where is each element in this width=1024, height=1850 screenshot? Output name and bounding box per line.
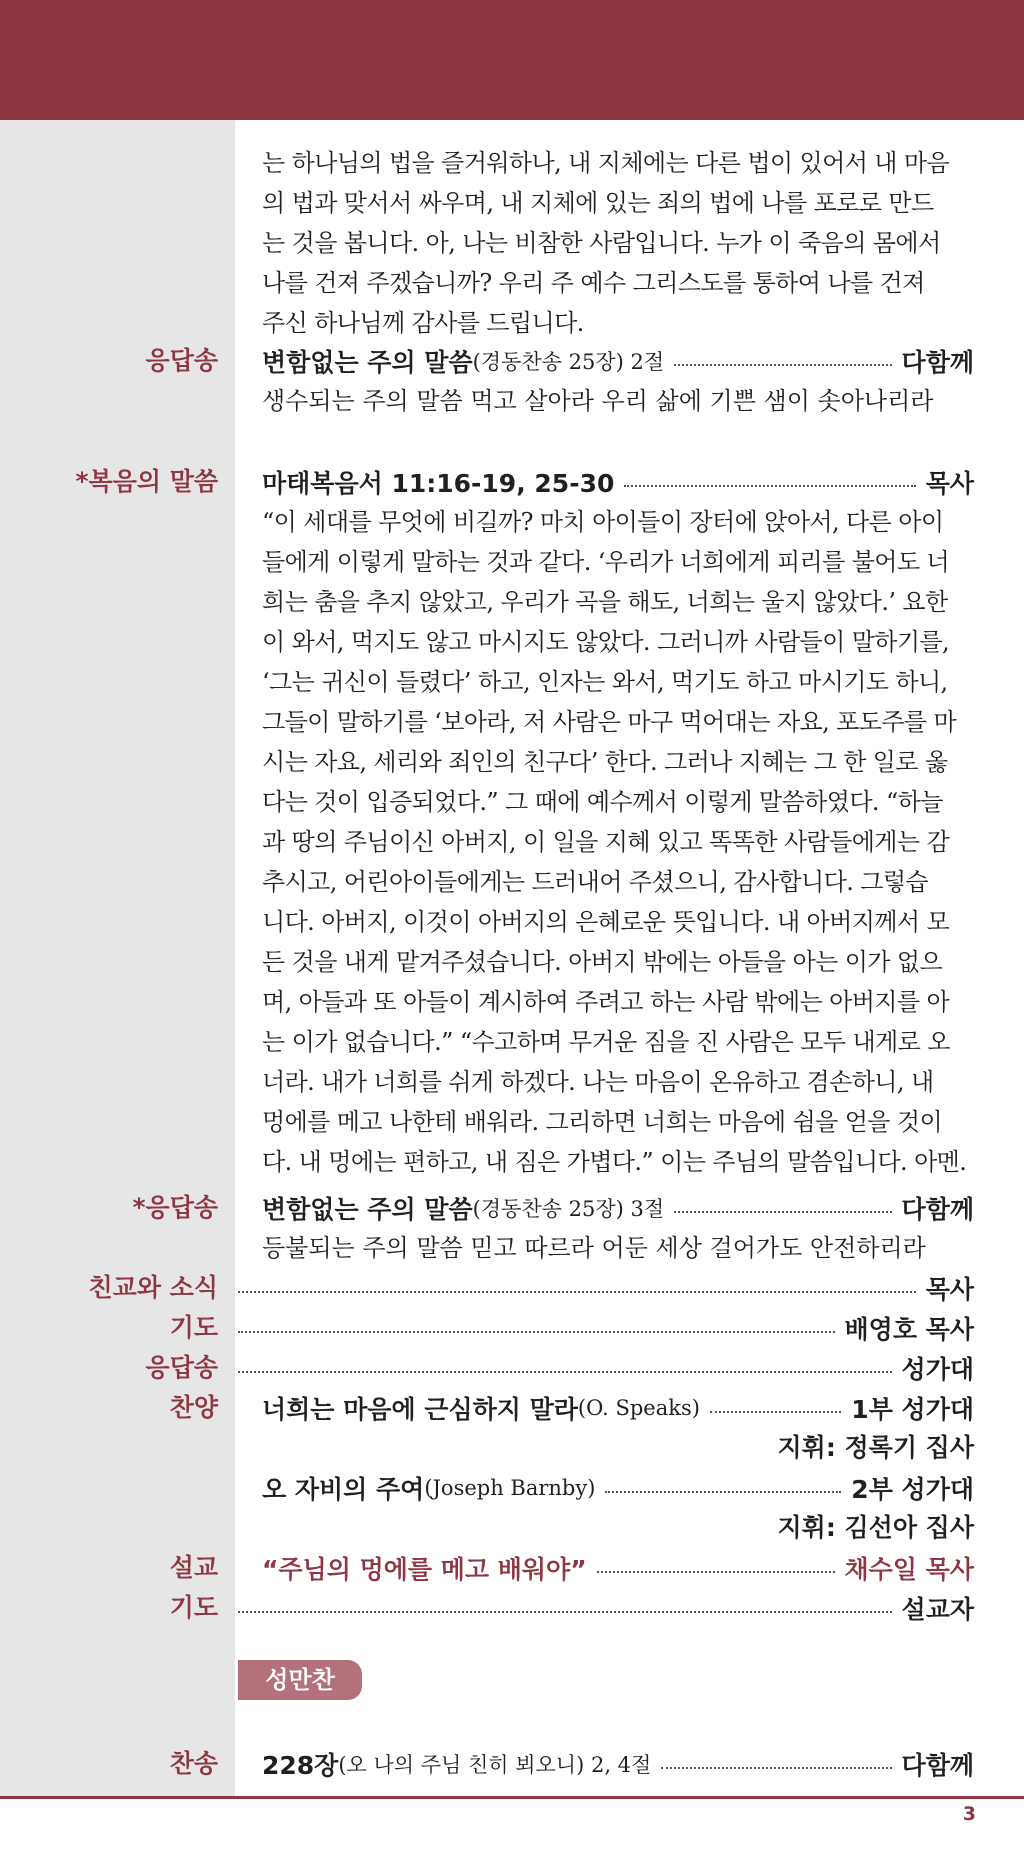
text-line: 너라. 내가 너희를 쉬게 하겠다. 나는 마음이 온유하고 겸손하니, 내 bbox=[262, 1068, 934, 1096]
text-line: 추시고, 어린아이들에게는 드러내어 주셨으니, 감사합니다. 그렇습 bbox=[262, 868, 928, 896]
conductor-row bbox=[0, 1508, 1024, 1548]
fellowship-row bbox=[0, 1268, 1024, 1308]
item-label: 응답송 bbox=[145, 1353, 218, 1382]
item-label: 설교 bbox=[169, 1553, 218, 1582]
gospel-row bbox=[0, 462, 1024, 502]
performer: 2부 성가대 bbox=[851, 1475, 974, 1504]
intro-paragraph bbox=[262, 143, 974, 343]
hymn-title: 변함없는 주의 말씀 bbox=[262, 1195, 473, 1224]
response-song-row bbox=[0, 341, 1024, 381]
item-line bbox=[262, 1744, 974, 1784]
leader-dots bbox=[597, 1571, 835, 1573]
page-number: 3 bbox=[962, 1803, 976, 1825]
hymn-source: (오 나의 주님 친히 뵈오니) 2, 4절 bbox=[338, 1753, 652, 1777]
leader-dots bbox=[674, 1211, 891, 1213]
prayer-row bbox=[0, 1308, 1024, 1348]
performer: 1부 성가대 bbox=[851, 1395, 974, 1424]
item-label: 친교와 소식 bbox=[88, 1273, 218, 1302]
text-line: 이 와서, 먹지도 않고 마시지도 않았다. 그러니까 사람들이 말하기를, bbox=[262, 628, 950, 656]
hymn-lyric: 생수되는 주의 말씀 먹고 살아라 우리 삶에 기쁜 샘이 솟아나리라 bbox=[262, 387, 934, 415]
item-label: 응답송 bbox=[145, 346, 218, 375]
scripture-reference: 마태복음서 11:16-19, 25-30 bbox=[262, 469, 615, 498]
text-line: 는 하나님의 법을 즐거워하나, 내 지체에는 다른 법이 있어서 내 마음 bbox=[262, 149, 950, 177]
conductor: 지휘: 김선아 집사 bbox=[777, 1513, 974, 1542]
item-line bbox=[238, 1268, 974, 1308]
conductor: 지휘: 정록기 집사 bbox=[777, 1433, 974, 1462]
text-line: 희는 춤을 추지 않았고, 우리가 곡을 해도, 너희는 울지 않았다.’ 요한 bbox=[262, 588, 948, 616]
composer: (Joseph Barnby) bbox=[424, 1476, 596, 1500]
text-line: 나를 건져 주겠습니까? 우리 주 예수 그리스도를 통하여 나를 건져 bbox=[262, 269, 925, 297]
item-label: 찬송 bbox=[169, 1749, 218, 1778]
leader: 배영호 목사 bbox=[844, 1315, 974, 1344]
text-line: 는 이가 없습니다.” “수고하며 무거운 짐을 진 사람은 모두 내게로 오 bbox=[262, 1028, 950, 1056]
gospel-text bbox=[262, 502, 974, 1182]
sermon-row bbox=[0, 1548, 1024, 1588]
item-line bbox=[262, 1468, 974, 1508]
performer: 다함께 bbox=[901, 348, 974, 377]
leader-dots bbox=[605, 1491, 841, 1493]
text-line: 며, 아들과 또 아들이 계시하여 주려고 하는 사람 밖에는 아버지를 아 bbox=[262, 988, 950, 1016]
composer: (O. Speaks) bbox=[577, 1396, 700, 1420]
performer: 다함께 bbox=[901, 1195, 974, 1224]
conductor-row bbox=[0, 1428, 1024, 1468]
lyric-row bbox=[0, 381, 1024, 421]
text-line: 주신 하나님께 감사를 드립니다. bbox=[262, 309, 584, 337]
text-line: 그들이 말하기를 ‘보아라, 저 사람은 마구 먹어대는 자요, 포도주를 마 bbox=[262, 708, 957, 736]
hymn-row bbox=[0, 1744, 1024, 1784]
item-label: 기도 bbox=[169, 1593, 218, 1622]
anthem-title: 오 자비의 주여 bbox=[262, 1475, 425, 1504]
leader-dots bbox=[674, 364, 891, 366]
item-label: *응답송 bbox=[132, 1193, 218, 1222]
text-line: 다. 내 멍에는 편하고, 내 짐은 가볍다.” 이는 주님의 말씀입니다. 아멘. bbox=[262, 1148, 967, 1176]
leader-dots bbox=[661, 1767, 891, 1769]
text-line: 시는 자요, 세리와 죄인의 친구다’ 한다. 그러나 지혜는 그 한 일로 옳 bbox=[262, 748, 948, 776]
item-line bbox=[262, 1548, 974, 1588]
leader-dots bbox=[238, 1331, 835, 1333]
item-label: *복음의 말씀 bbox=[75, 467, 218, 496]
text-line: 과 땅의 주님이신 아버지, 이 일을 지혜 있고 똑똑한 사람들에게는 감 bbox=[262, 828, 950, 856]
leader: 목사 bbox=[925, 1275, 974, 1304]
item-line bbox=[238, 1348, 974, 1388]
preacher: 채수일 목사 bbox=[844, 1555, 974, 1584]
anthem-row bbox=[0, 1468, 1024, 1508]
lyric-row bbox=[0, 1228, 1024, 1268]
leader-dots bbox=[238, 1611, 892, 1613]
item-line bbox=[262, 1188, 974, 1228]
leader: 설교자 bbox=[901, 1595, 974, 1624]
item-line bbox=[262, 1388, 974, 1428]
item-line bbox=[262, 341, 974, 381]
response-song-row bbox=[0, 1188, 1024, 1228]
leader-dots bbox=[238, 1371, 892, 1373]
item-label: 찬양 bbox=[169, 1393, 218, 1422]
leader-dots bbox=[710, 1411, 841, 1413]
header-band bbox=[0, 0, 1024, 120]
hymn-lyric: 등불되는 주의 말씀 믿고 따르라 어둔 세상 걸어가도 안전하리라 bbox=[262, 1234, 926, 1262]
reader: 목사 bbox=[925, 469, 974, 498]
performer: 다함께 bbox=[901, 1751, 974, 1780]
section-header-communion: 성만찬 bbox=[238, 1660, 362, 1700]
response-row bbox=[0, 1348, 1024, 1388]
leader-dots bbox=[238, 1291, 916, 1293]
item-label: 기도 bbox=[169, 1313, 218, 1342]
anthem-row bbox=[0, 1388, 1024, 1428]
text-line: 다는 것이 입증되었다.” 그 때에 예수께서 이렇게 말씀하였다. “하늘 bbox=[262, 788, 943, 816]
performer: 성가대 bbox=[901, 1355, 974, 1384]
text-line: 들에게 이렇게 말하는 것과 같다. ‘우리가 너희에게 피리를 불어도 너 bbox=[262, 548, 950, 576]
anthem-title: 너희는 마음에 근심하지 말라 bbox=[262, 1395, 578, 1424]
item-line bbox=[238, 1308, 974, 1348]
item-line bbox=[238, 1588, 974, 1628]
prayer-row bbox=[0, 1588, 1024, 1628]
item-line bbox=[262, 462, 974, 502]
hymn-title: 변함없는 주의 말씀 bbox=[262, 348, 473, 377]
hymn-source: (경동찬송 25장) 3절 bbox=[472, 1197, 665, 1221]
text-line: ‘그는 귀신이 들렸다’ 하고, 인자는 와서, 먹기도 하고 마시기도 하니, bbox=[262, 668, 948, 696]
text-line: “이 세대를 무엇에 비길까? 마치 아이들이 장터에 앉아서, 다른 아이 bbox=[262, 508, 944, 536]
text-line: 멍에를 메고 나한테 배워라. 그리하면 너희는 마음에 쉼을 얻을 것이 bbox=[262, 1108, 943, 1136]
text-line: 는 것을 봅니다. 아, 나는 비참한 사람입니다. 누가 이 죽음의 몸에서 bbox=[262, 229, 941, 257]
text-line: 든 것을 내게 맡겨주셨습니다. 아버지 밖에는 아들을 아는 이가 없으 bbox=[262, 948, 943, 976]
hymn-number: 228장 bbox=[262, 1751, 339, 1780]
footer-rule bbox=[0, 1796, 1024, 1799]
text-line: 니다. 아버지, 이것이 아버지의 은혜로운 뜻입니다. 내 아버지께서 모 bbox=[262, 908, 950, 936]
leader-dots bbox=[624, 485, 915, 487]
text-line: 의 법과 맞서서 싸우며, 내 지체에 있는 죄의 법에 나를 포로로 만드 bbox=[262, 189, 934, 217]
sermon-title: “주님의 멍에를 메고 배워야” bbox=[262, 1555, 587, 1584]
hymn-source: (경동찬송 25장) 2절 bbox=[472, 350, 665, 374]
